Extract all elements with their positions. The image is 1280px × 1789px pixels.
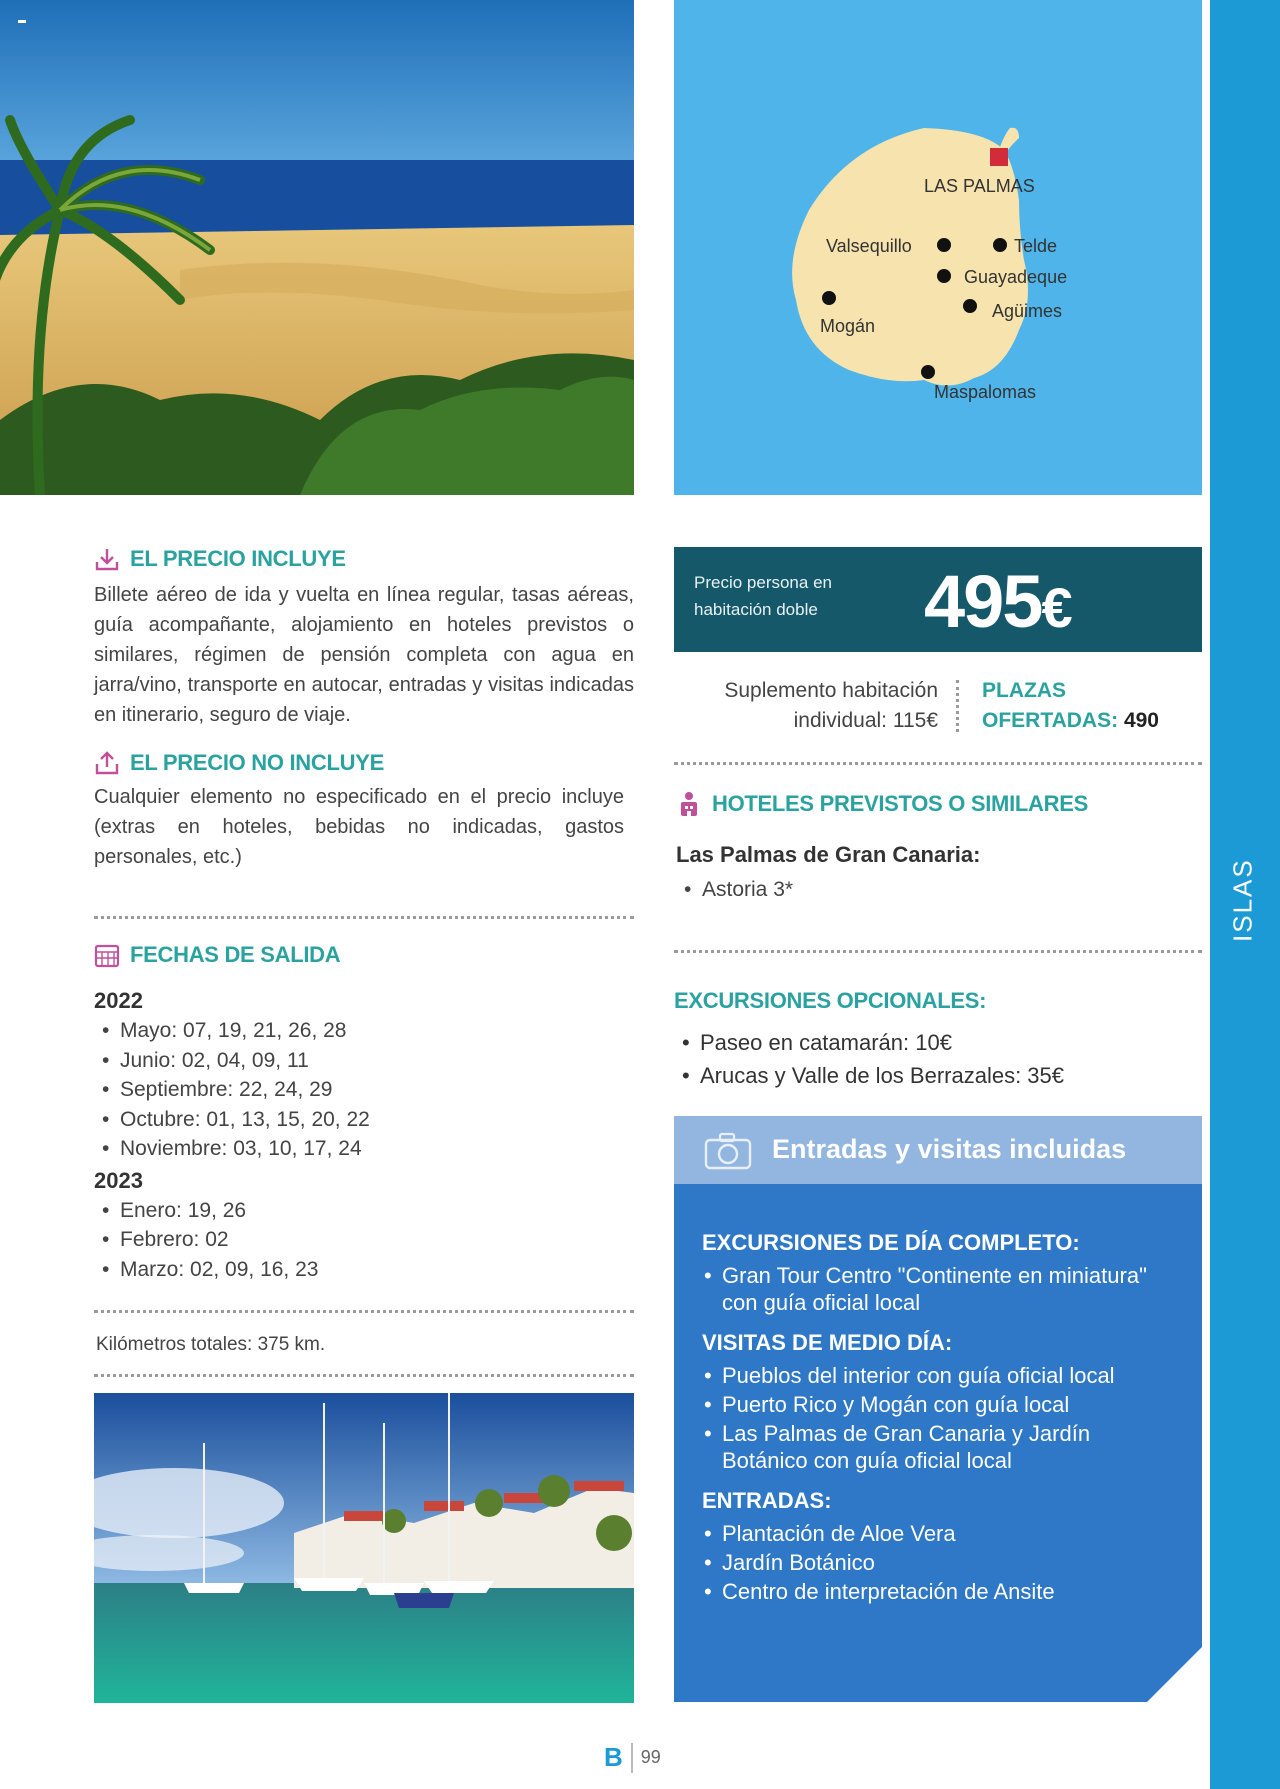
date-item: • Junio: 02, 04, 09, 11	[94, 1046, 634, 1076]
date-item: • Octubre: 01, 13, 15, 20, 22	[94, 1105, 634, 1135]
date-item: • Noviembre: 03, 10, 17, 24	[94, 1134, 634, 1164]
plazas-label-2: OFERTADAS:	[982, 709, 1119, 732]
hoteles-list	[676, 874, 1202, 906]
entradas-item: • Pueblos del interior con guía oficial local	[702, 1362, 1162, 1389]
section-label: ISLAS	[1227, 858, 1258, 942]
price-currency: €	[1041, 576, 1071, 639]
entradas-list-1	[702, 1262, 1162, 1316]
entradas-list-2	[702, 1362, 1162, 1474]
map-label-valsequillo: Valsequillo	[826, 236, 912, 256]
entradas-item: • Puerto Rico y Mogán con guía local	[702, 1391, 1162, 1418]
map-label-aguimes: Agüimes	[992, 301, 1063, 321]
upload-icon	[94, 750, 120, 776]
incluye-section	[94, 546, 634, 730]
suplemento-label: Suplemento habitación	[724, 679, 938, 702]
price-box	[674, 547, 1202, 652]
gran-canaria-map	[674, 0, 1202, 495]
camera-icon	[704, 1132, 752, 1170]
hoteles-city: Las Palmas de Gran Canaria:	[676, 842, 981, 867]
hoteles-section	[676, 790, 1202, 906]
excursiones-section	[674, 988, 1202, 1092]
no-incluye-title: EL PRECIO NO INCLUYE	[130, 750, 384, 775]
map-label-guayadeque: Guayadeque	[964, 267, 1068, 287]
incluye-title: EL PRECIO INCLUYE	[130, 546, 346, 571]
excursion-item: • Arucas y Valle de los Berrazales: 35€	[674, 1059, 1202, 1092]
divider	[94, 916, 634, 919]
harbor-photo	[94, 1393, 634, 1703]
divider	[94, 1374, 634, 1377]
date-item: • Febrero: 02	[94, 1225, 634, 1255]
price-label: Precio persona en habitación doble	[694, 573, 832, 619]
divider	[674, 950, 1202, 953]
entradas-item: • Plantación de Aloe Vera	[702, 1520, 1162, 1547]
entradas-item: • Las Palmas de Gran Canaria y Jardín Botánico con guía oficial local	[702, 1420, 1162, 1474]
map-label-mogan: Mogán	[820, 316, 876, 336]
entradas-item: • Centro de interpretación de Ansite	[702, 1578, 1162, 1605]
excursiones-list	[674, 1026, 1202, 1092]
fechas-title: FECHAS DE SALIDA	[130, 942, 341, 967]
divider	[674, 762, 1202, 765]
plazas-separator	[956, 680, 959, 732]
map-label-telde: Telde	[1014, 236, 1058, 256]
incluye-text: Billete aéreo de ida y vuelta en línea regular, tasas aéreas, guía acompañante, alojamiento en hoteles previstos o similares, régimen de pensión completa con agua en jarra/vino, transporte en autocar, entradas y visitas indicadas en itinerario, seguro de viaje.	[94, 584, 634, 726]
dunes-photo	[0, 0, 634, 495]
entradas-header	[674, 1116, 1202, 1184]
entradas-item: • Gran Tour Centro "Continente en miniatura" con guía oficial local	[702, 1262, 1162, 1316]
plazas-label: PLAZAS	[982, 679, 1066, 702]
hotel-item: • Astoria 3*	[676, 874, 1202, 906]
divider	[94, 1310, 634, 1313]
date-item: • Marzo: 02, 09, 16, 23	[94, 1255, 634, 1285]
page-number: 99	[640, 1747, 661, 1767]
plazas-value: 490	[1123, 709, 1159, 732]
entradas-list-3	[702, 1520, 1162, 1605]
entradas-heading-3: ENTRADAS:	[702, 1488, 832, 1513]
footer-separator	[631, 1743, 633, 1773]
kilometros-text: Kilómetros totales: 375 km.	[96, 1334, 326, 1355]
suplemento-value: individual: 115€	[793, 709, 938, 732]
price-value	[924, 559, 1071, 644]
date-item: • Mayo: 07, 19, 21, 26, 28	[94, 1016, 634, 1046]
corner-mark	[18, 20, 26, 23]
no-incluye-text: Cualquier elemento no especificado en el precio incluye (extras en hoteles, bebidas no indicadas, gastos personales, etc.)	[94, 786, 624, 868]
entradas-heading-2: VISITAS DE MEDIO DÍA:	[702, 1330, 953, 1355]
suplemento	[674, 676, 938, 736]
hoteles-title: HOTELES PREVISTOS O SIMILARES	[712, 791, 1088, 816]
year-2023: 2023	[94, 1167, 143, 1193]
months-2022	[94, 1016, 634, 1164]
box-corner-cut	[1147, 1647, 1202, 1702]
footer	[604, 1742, 661, 1773]
calendar-icon	[94, 942, 120, 968]
entradas-box	[674, 1116, 1202, 1702]
entradas-heading-1: EXCURSIONES DE DÍA COMPLETO:	[702, 1230, 1080, 1255]
hotel-icon	[676, 790, 702, 818]
map-label-maspalomas: Maspalomas	[934, 382, 1037, 402]
map-label-las-palmas: LAS PALMAS	[924, 176, 1035, 196]
plazas	[982, 676, 1159, 736]
entradas-title: Entradas y visitas incluidas	[772, 1134, 1127, 1164]
no-incluye-section	[94, 750, 624, 872]
months-2023	[94, 1196, 634, 1285]
fechas-section	[94, 942, 634, 1284]
entradas-item: • Jardín Botánico	[702, 1549, 1162, 1576]
brand-logo: B	[604, 1742, 623, 1772]
download-icon	[94, 546, 120, 572]
excursion-item: • Paseo en catamarán: 10€	[674, 1026, 1202, 1059]
price-amount: 495	[924, 560, 1042, 643]
year-2022: 2022	[94, 988, 143, 1013]
date-item: • Septiembre: 22, 24, 29	[94, 1075, 634, 1105]
excursiones-title: EXCURSIONES OPCIONALES:	[674, 988, 987, 1013]
date-item: • Enero: 19, 26	[94, 1196, 634, 1226]
